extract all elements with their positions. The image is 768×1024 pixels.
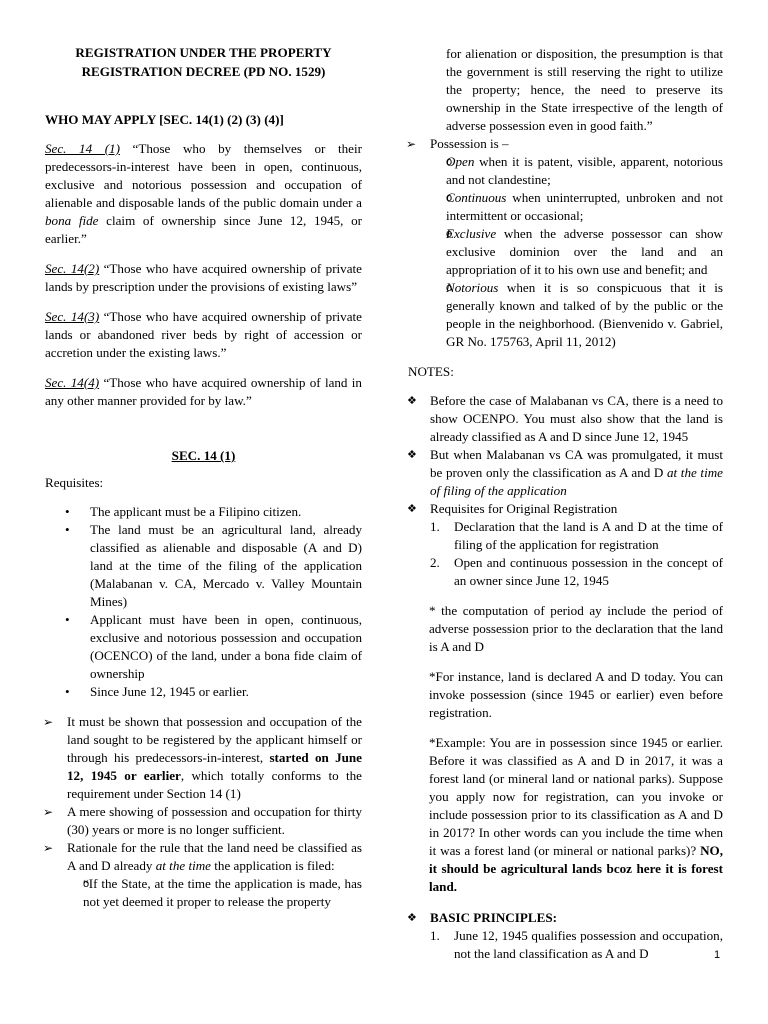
left-column bbox=[45, 0, 362, 911]
list-item: o Notorious when it is so conspicuous that it is generally known and talked of by the public or the people in the neighborhood. (Bienvenido v. Gabriel, GR No. 175763, April 11, 2012) bbox=[430, 279, 723, 351]
who-may-apply-heading: WHO MAY APPLY [SEC. 14(1) (2) (3) (4)] bbox=[45, 112, 284, 127]
list-item: ❖ Requisites for Original Registration 1. Declaration that the land is A and D at the time of filing of the application for registration 2. Open and continuous possession in the concept of an owner since June 12, 1945 bbox=[408, 500, 723, 590]
document-title: REGISTRATION UNDER THE PROPERTY REGISTRATION DECREE (PD NO. 1529) bbox=[75, 45, 332, 79]
basic-principles-list bbox=[408, 909, 723, 963]
list-item: • Applicant must have been in open, continuous, exclusive and notorious possession and occupation (OCENCO) of the land, under a bona fide claim of ownership bbox=[45, 611, 362, 683]
arrow-list bbox=[45, 713, 362, 911]
sec14-1-paragraph: Sec. 14 (1) “Those who by themselves or their predecessors-in-interest have been in open, continuous, exclusive and notorious possession and occupation of alienable and disposable lands of the public domain under a bona fide claim of ownership since June 12, 1945, or earlier.” bbox=[45, 141, 362, 246]
list-item: ➢ Possession is – o Open when it is patent, visible, apparent, notorious and not clandestine; o Continuous when uninterrupted, unbroken and not intermittent or occasional; o Exclusive when the adverse possessor can show exclusive dominion over the land and an appropriation of it to his own use and benefit; and o Notorious when it is so conspicuous that it is generally known and talked of by the public or the people in the neighborhood. (Bienvenido v. Gabriel, GR No. 175763, April 11, 2012) bbox=[408, 135, 723, 351]
list-item: o “If the State, at the time the application is made, has not yet deemed it proper to release the property bbox=[67, 875, 362, 911]
list-item: • The applicant must be a Filipino citizen. bbox=[45, 503, 362, 521]
notes-label: NOTES: bbox=[408, 364, 454, 379]
requisites-list bbox=[45, 503, 362, 701]
list-item: ➢ It must be shown that possession and occupation of the land sought to be registered by the applicant himself or through his predecessors-in-interest, started on June 12, 1945 or earlier, which totally conforms to the requirement under Section 14 (1) bbox=[45, 713, 362, 803]
instance-note: *For instance, land is declared A and D today. You can invoke possession (since 1945 or earlier) even before registration. bbox=[429, 669, 723, 720]
list-item: • The land must be an agricultural land, already classified as alienable and disposable (A and D) land at the time of the filing of the application (Malabanan v. CA, Mercado v. Valley Mountain Mines) bbox=[45, 521, 362, 611]
computation-note: * the computation of period ay include the period of adverse possession prior to the declaration that the land is A and D bbox=[429, 603, 723, 654]
requisites-label: Requisites: bbox=[45, 475, 104, 490]
list-item: ❖ But when Malabanan vs CA was promulgated, it must be proven only the classification as A and D at the time of filing of the application bbox=[408, 446, 723, 500]
quote-continuation: for alienation or disposition, the presumption is that the government is still reserving the right to utilize the property; hence, the need to preserve its ownership in the State irrespective of the length of adverse possession even in good faith.” bbox=[446, 46, 723, 133]
sec14-1-heading: SEC. 14 (1) bbox=[171, 448, 236, 463]
list-item: ❖ BASIC PRINCIPLES: 1. June 12, 1945 qualifies possession and occupation, not the land classification as A and D bbox=[408, 909, 723, 963]
sec14-3-paragraph: Sec. 14(3) “Those who have acquired ownership of private lands or abandoned river beds by right of accession or accretion under the existing laws.” bbox=[45, 309, 362, 360]
original-registration-requisites bbox=[430, 518, 723, 590]
example-note: *Example: You are in possession since 1945 or earlier. Before it was classified as A and D in 2017, it was a forest land (or mineral land or national parks). Suppose you apply now for registration, can you invoke or include possession prior to its classification as A and D in 2017? In other words can you include the time when it was a forest land (or mineral or national parks)? NO, it should be agricultural lands bcoz here it is forest land. bbox=[429, 735, 723, 894]
rationale-sublist bbox=[67, 875, 362, 911]
list-item: • Since June 12, 1945 or earlier. bbox=[45, 683, 362, 701]
right-column bbox=[408, 0, 723, 963]
list-item: o Open when it is patent, visible, apparent, notorious and not clandestine; bbox=[430, 153, 723, 189]
list-item: ➢ Rationale for the rule that the land need be classified as A and D already at the time the application is filed: o “If the State, at the time the application is made, has not yet deemed it proper to release the property bbox=[45, 839, 362, 911]
list-item: o Continuous when uninterrupted, unbroken and not intermittent or occasional; bbox=[430, 189, 723, 225]
basic-principles-items bbox=[430, 927, 723, 963]
sec14-4-paragraph: Sec. 14(4) “Those who have acquired ownership of land in any other manner provided for by law.” bbox=[45, 375, 362, 408]
possession-list bbox=[430, 153, 723, 351]
list-item: ❖ Before the case of Malabanan vs CA, there is a need to show OCENPO. You must also show that the land is already classified as A and D since June 12, 1945 bbox=[408, 392, 723, 446]
page-number: 1 bbox=[714, 949, 721, 961]
list-item: 1. Declaration that the land is A and D at the time of filing of the application for registration bbox=[430, 519, 723, 552]
list-item: ➢ A mere showing of possession and occupation for thirty (30) years or more is no longer sufficient. bbox=[45, 803, 362, 839]
notes-list bbox=[408, 392, 723, 590]
list-item: o Exclusive when the adverse possessor can show exclusive dominion over the land and an appropriation of it to his own use and benefit; and bbox=[430, 225, 723, 279]
possession-arrow-list bbox=[408, 135, 723, 351]
sec14-2-paragraph: Sec. 14(2) “Those who have acquired ownership of private lands by prescription under the provisions of existing laws” bbox=[45, 261, 362, 294]
list-item: 1. June 12, 1945 qualifies possession and occupation, not the land classification as A and D bbox=[430, 928, 723, 961]
list-item: 2. Open and continuous possession in the concept of an owner since June 12, 1945 bbox=[430, 555, 723, 588]
